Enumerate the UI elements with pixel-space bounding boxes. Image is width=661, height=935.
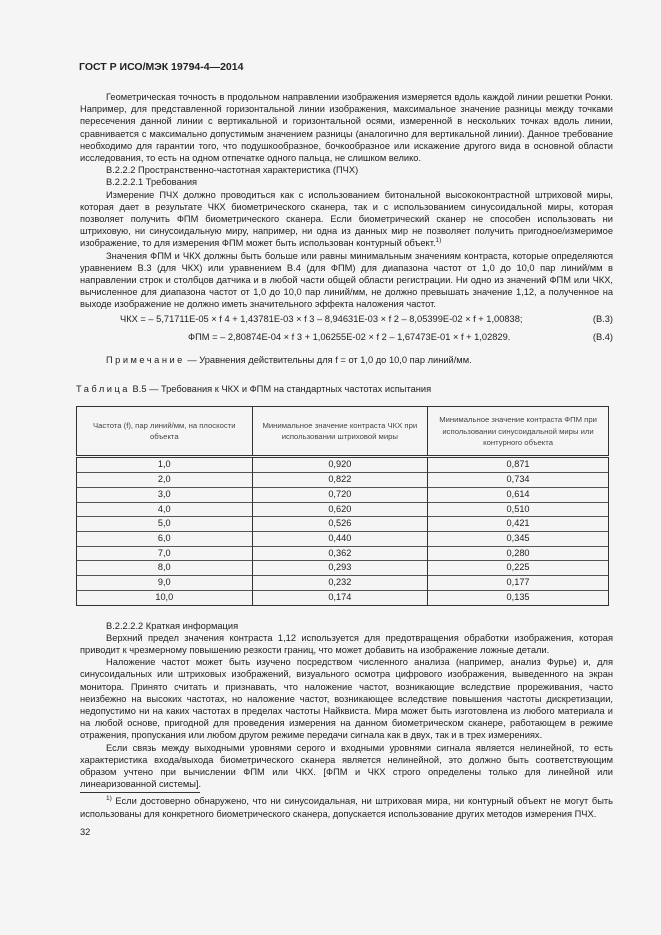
section-heading: В.2.2.2 Пространственно-частотная характеристика (ПЧХ) bbox=[106, 165, 359, 176]
table-label: Таблица bbox=[76, 384, 130, 395]
table-cell: 8,0 bbox=[77, 561, 253, 576]
paragraph: Наложение частот может быть изучено посредством численного анализа (например, анализ Фурье) и, для синусоидальных или штриховых изображений, визуального осмотра цифрового изображения, выведенного на экран монитора. Принято считать и признавать, что наложение частот, возникающие вследствие прореживания, часто неизбежно на высоких частотах, но наложение частот, возникающее вследствие повышения частоты дискретизации, недопустимо ни на каких частотах в пределах частоты Найквиста. Мира может быть изготовлена из любого материала и на любой основе, пригодной для проведения измерения на данном биометрическом сканере, работающем в режиме отражения, пропускания или любом другом режиме передачи сигнала как в двух, так и в трех измерениях. bbox=[80, 657, 613, 741]
table-cell: 10,0 bbox=[77, 590, 253, 605]
table-row bbox=[77, 473, 609, 488]
table-cell: 0,293 bbox=[252, 561, 428, 576]
table-cell: 0,620 bbox=[252, 502, 428, 517]
table-cell: 0,362 bbox=[252, 546, 428, 561]
equation-number: (В.3) bbox=[592, 313, 613, 324]
requirements-table bbox=[76, 406, 609, 605]
table-row bbox=[77, 546, 609, 561]
page-body bbox=[76, 91, 613, 838]
footnote-text: Если достоверно обнаружено, что ни синусоидальная, ни штриховая мира, ни контурный объект не могут быть использованы для конкретного биометрического сканера, допускается использование других методов измерения ПЧХ. bbox=[80, 796, 613, 819]
table-cell: 7,0 bbox=[77, 546, 253, 561]
table-cell: 9,0 bbox=[77, 576, 253, 591]
footnote-mark: 1) bbox=[106, 795, 112, 803]
table-cell: 1,0 bbox=[77, 457, 253, 473]
equation-b3 bbox=[80, 313, 613, 325]
paragraph: Значения ФПМ и ЧКХ должны быть больше или равны минимальным значениям контраста, которые определяются уравнением В.3 (для ЧКХ) или уравнением В.4 (для ФПМ) для диапазона частот от 1,0 до 10,0 пар линий/мм в направлении строк и столбцов датчика и в любой части общей области регистрации. Ни одно из значений ФПМ или ЧКХ, вычисленное для диапазона частот от 1,0 до 10,0 пар линий/мм, не должно превышать значение 1,12, а полученное на выходе изображение не должно иметь значительного эффекта наложения частот. bbox=[80, 250, 613, 310]
paragraph: Верхний предел значения контраста 1,12 используется для предотвращения обработки изображения, которая приводит к чрезмерному повышению резкости границ, что может добавить на изображение ложные детали. bbox=[80, 632, 613, 655]
table-cell: 0,345 bbox=[428, 531, 609, 546]
footnote-ref[interactable]: 1) bbox=[435, 237, 442, 245]
table-row bbox=[77, 531, 609, 546]
table-cell: 0,871 bbox=[428, 457, 609, 473]
equation-b4 bbox=[80, 331, 613, 343]
table-caption: В.5 — Требования к ЧКХ и ФПМ на стандартных частотах испытания bbox=[129, 384, 432, 395]
table-cell: 0,135 bbox=[428, 590, 609, 605]
footnote-divider bbox=[80, 792, 200, 793]
note-text: — Уравнения действительны для f = от 1,0 до 10,0 пар линий/мм. bbox=[184, 355, 472, 366]
document-header: ГОСТ Р ИСО/МЭК 19794-4—2014 bbox=[79, 61, 244, 73]
table-cell: 0,920 bbox=[252, 457, 428, 473]
column-header: Частота (f), пар линий/мм, на плоскости объекта bbox=[77, 407, 253, 457]
equation-text: ЧКХ = – 5,71711E-05 × f 4 + 1,43781E-03 × f 3 – 8,94631E-03 × f 2 – 8,05399E-02 × f + 1,00838; bbox=[120, 313, 523, 324]
table-cell: 0,177 bbox=[428, 576, 609, 591]
table-row bbox=[77, 502, 609, 517]
subsection-heading: В.2.2.2.2 Краткая информация bbox=[106, 620, 239, 631]
table-cell: 0,421 bbox=[428, 517, 609, 532]
table-cell: 0,225 bbox=[428, 561, 609, 576]
table-cell: 3,0 bbox=[77, 487, 253, 502]
note bbox=[80, 354, 613, 366]
table-cell: 0,510 bbox=[428, 502, 609, 517]
table-row bbox=[77, 576, 609, 591]
page-number: 32 bbox=[80, 826, 91, 837]
table-cell: 0,440 bbox=[252, 531, 428, 546]
table-cell: 0,720 bbox=[252, 487, 428, 502]
table-cell: 4,0 bbox=[77, 502, 253, 517]
table-row bbox=[77, 517, 609, 532]
subsection-heading: В.2.2.2.1 Требования bbox=[106, 177, 198, 188]
table-row bbox=[77, 487, 609, 502]
table-cell: 0,526 bbox=[252, 517, 428, 532]
table-cell: 0,822 bbox=[252, 473, 428, 488]
table-cell: 2,0 bbox=[77, 473, 253, 488]
table-row bbox=[77, 561, 609, 576]
table-cell: 0,232 bbox=[252, 576, 428, 591]
equation-text: ФПМ = – 2,80874E-04 × f 3 + 1,06255E-02 × f 2 – 1,67473E-01 × f + 1,02829. bbox=[188, 331, 511, 342]
table-row bbox=[77, 590, 609, 605]
column-header: Минимальное значение контраста ФПМ при использовании синусоидальной миры или контурного объекта bbox=[428, 407, 609, 457]
table-cell: 5,0 bbox=[77, 517, 253, 532]
table-cell: 0,614 bbox=[428, 487, 609, 502]
footnote bbox=[80, 795, 613, 819]
equation-number: (В.4) bbox=[592, 331, 613, 342]
table-cell: 0,734 bbox=[428, 473, 609, 488]
paragraph-with-footnote bbox=[80, 189, 613, 250]
note-label: Примечание bbox=[106, 355, 185, 366]
table-cell: 0,174 bbox=[252, 590, 428, 605]
column-header: Минимальное значение контраста ЧКХ при использовании штриховой миры bbox=[252, 407, 428, 457]
table-header-row bbox=[77, 407, 609, 457]
table-title bbox=[76, 383, 613, 395]
table-cell: 0,280 bbox=[428, 546, 609, 561]
paragraph: Если связь между выходными уровнями серого и входными уровнями сигнала является нелинейной, то есть характеристика входа/выхода биометрического сканера является нелинейной, это должно быть соответствующим образом учтено при вычислении ФПМ или ЧКХ. [ФПМ и ЧКХ строго определены только для линейной или линеаризованной системы]. bbox=[80, 742, 613, 790]
table-cell: 6,0 bbox=[77, 531, 253, 546]
paragraph: Геометрическая точность в продольном направлении изображения измеряется вдоль каждой линии решетки Ронки. Например, для представленной горизонтальной линии изображения, максимальное значение разницы между точками пересечения данной линии с вертикальной и горизонтальной осями, измеренной в нескольких точках вдоль линии, сравнивается с максимально допустимым значением разницы (аналогично для вертикальной линии). Данное требование необходимо для гарантии того, что подушкообразное, бочкообразное или искажение другого вида в основной области исследования, то есть на одном отпечатке одного пальца, не слишком велико. bbox=[80, 92, 613, 164]
table-row bbox=[77, 457, 609, 473]
paragraph-text: Измерение ПЧХ должно проводиться как с использованием битональной высококонтрастной штриховой миры, которая дает в результате ЧКХ биометрического сканера, так и с использованием синусоидальной миры, которая позволяет получить ФПМ биометрического сканера. Если биометрический сканер не способен использовать ни штриховую, ни синусоидальную миру, например, ни одна из данных мир не позволяет получить пригодное/измеримое изображение, то для измерения ФПМ может быть использован контурный объект. bbox=[80, 189, 613, 249]
